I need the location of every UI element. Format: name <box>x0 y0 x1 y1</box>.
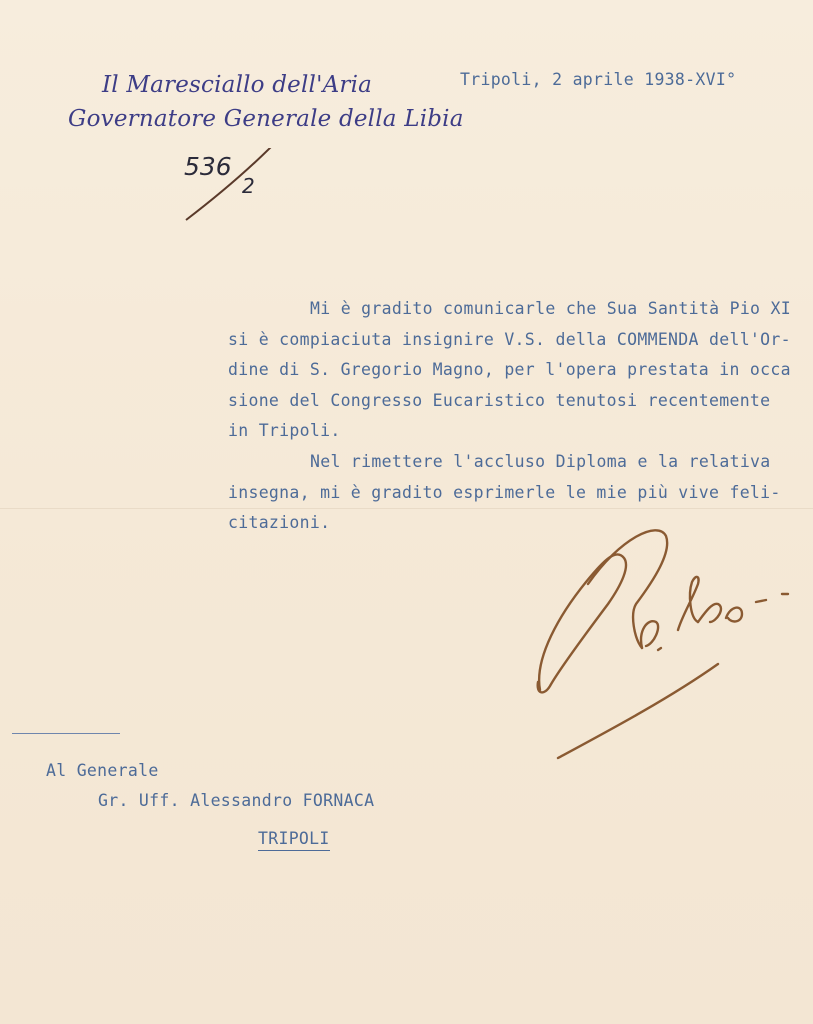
body-line: in Tripoli. <box>228 421 341 441</box>
addressee-city-line <box>46 824 374 854</box>
addressee-block <box>46 756 374 854</box>
letter-body <box>228 294 813 539</box>
separator-rule <box>12 733 120 734</box>
body-line: citazioni. <box>228 513 331 533</box>
protocol-sub-number: 2 <box>242 174 255 198</box>
body-line: insegna, mi è gradito esprimerle le mie più vive feli- <box>228 482 781 502</box>
body-line: Mi è gradito comunicarle che Sua Santità Pio XI <box>310 299 791 318</box>
body-line: dine di S. Gregorio Magno, per l'opera prestata in occa <box>228 360 791 380</box>
letter-date: Tripoli, 2 aprile 1938-XVI° <box>460 70 737 89</box>
protocol-main-number: 536 <box>184 152 232 181</box>
body-line: si è compiaciuta insignire V.S. della COMMENDA dell'Or- <box>228 329 791 349</box>
addressee-city: TRIPOLI <box>258 829 330 851</box>
letterhead <box>68 72 464 142</box>
body-line: sione del Congresso Eucaristico tenutosi recentemente <box>228 390 771 410</box>
protocol-slash-stroke <box>180 148 290 228</box>
addressee-title: Al Generale <box>46 761 159 780</box>
letterhead-subtitle: Governatore Generale della Libia <box>68 106 464 132</box>
handwritten-signature <box>530 518 800 768</box>
letterhead-title: Il Maresciallo dell'Aria <box>102 72 373 98</box>
body-line: Nel rimettere l'accluso Diploma e la relativa <box>310 451 771 471</box>
addressee-name: Gr. Uff. Alessandro FORNACA <box>98 791 375 810</box>
protocol-number <box>180 148 290 228</box>
